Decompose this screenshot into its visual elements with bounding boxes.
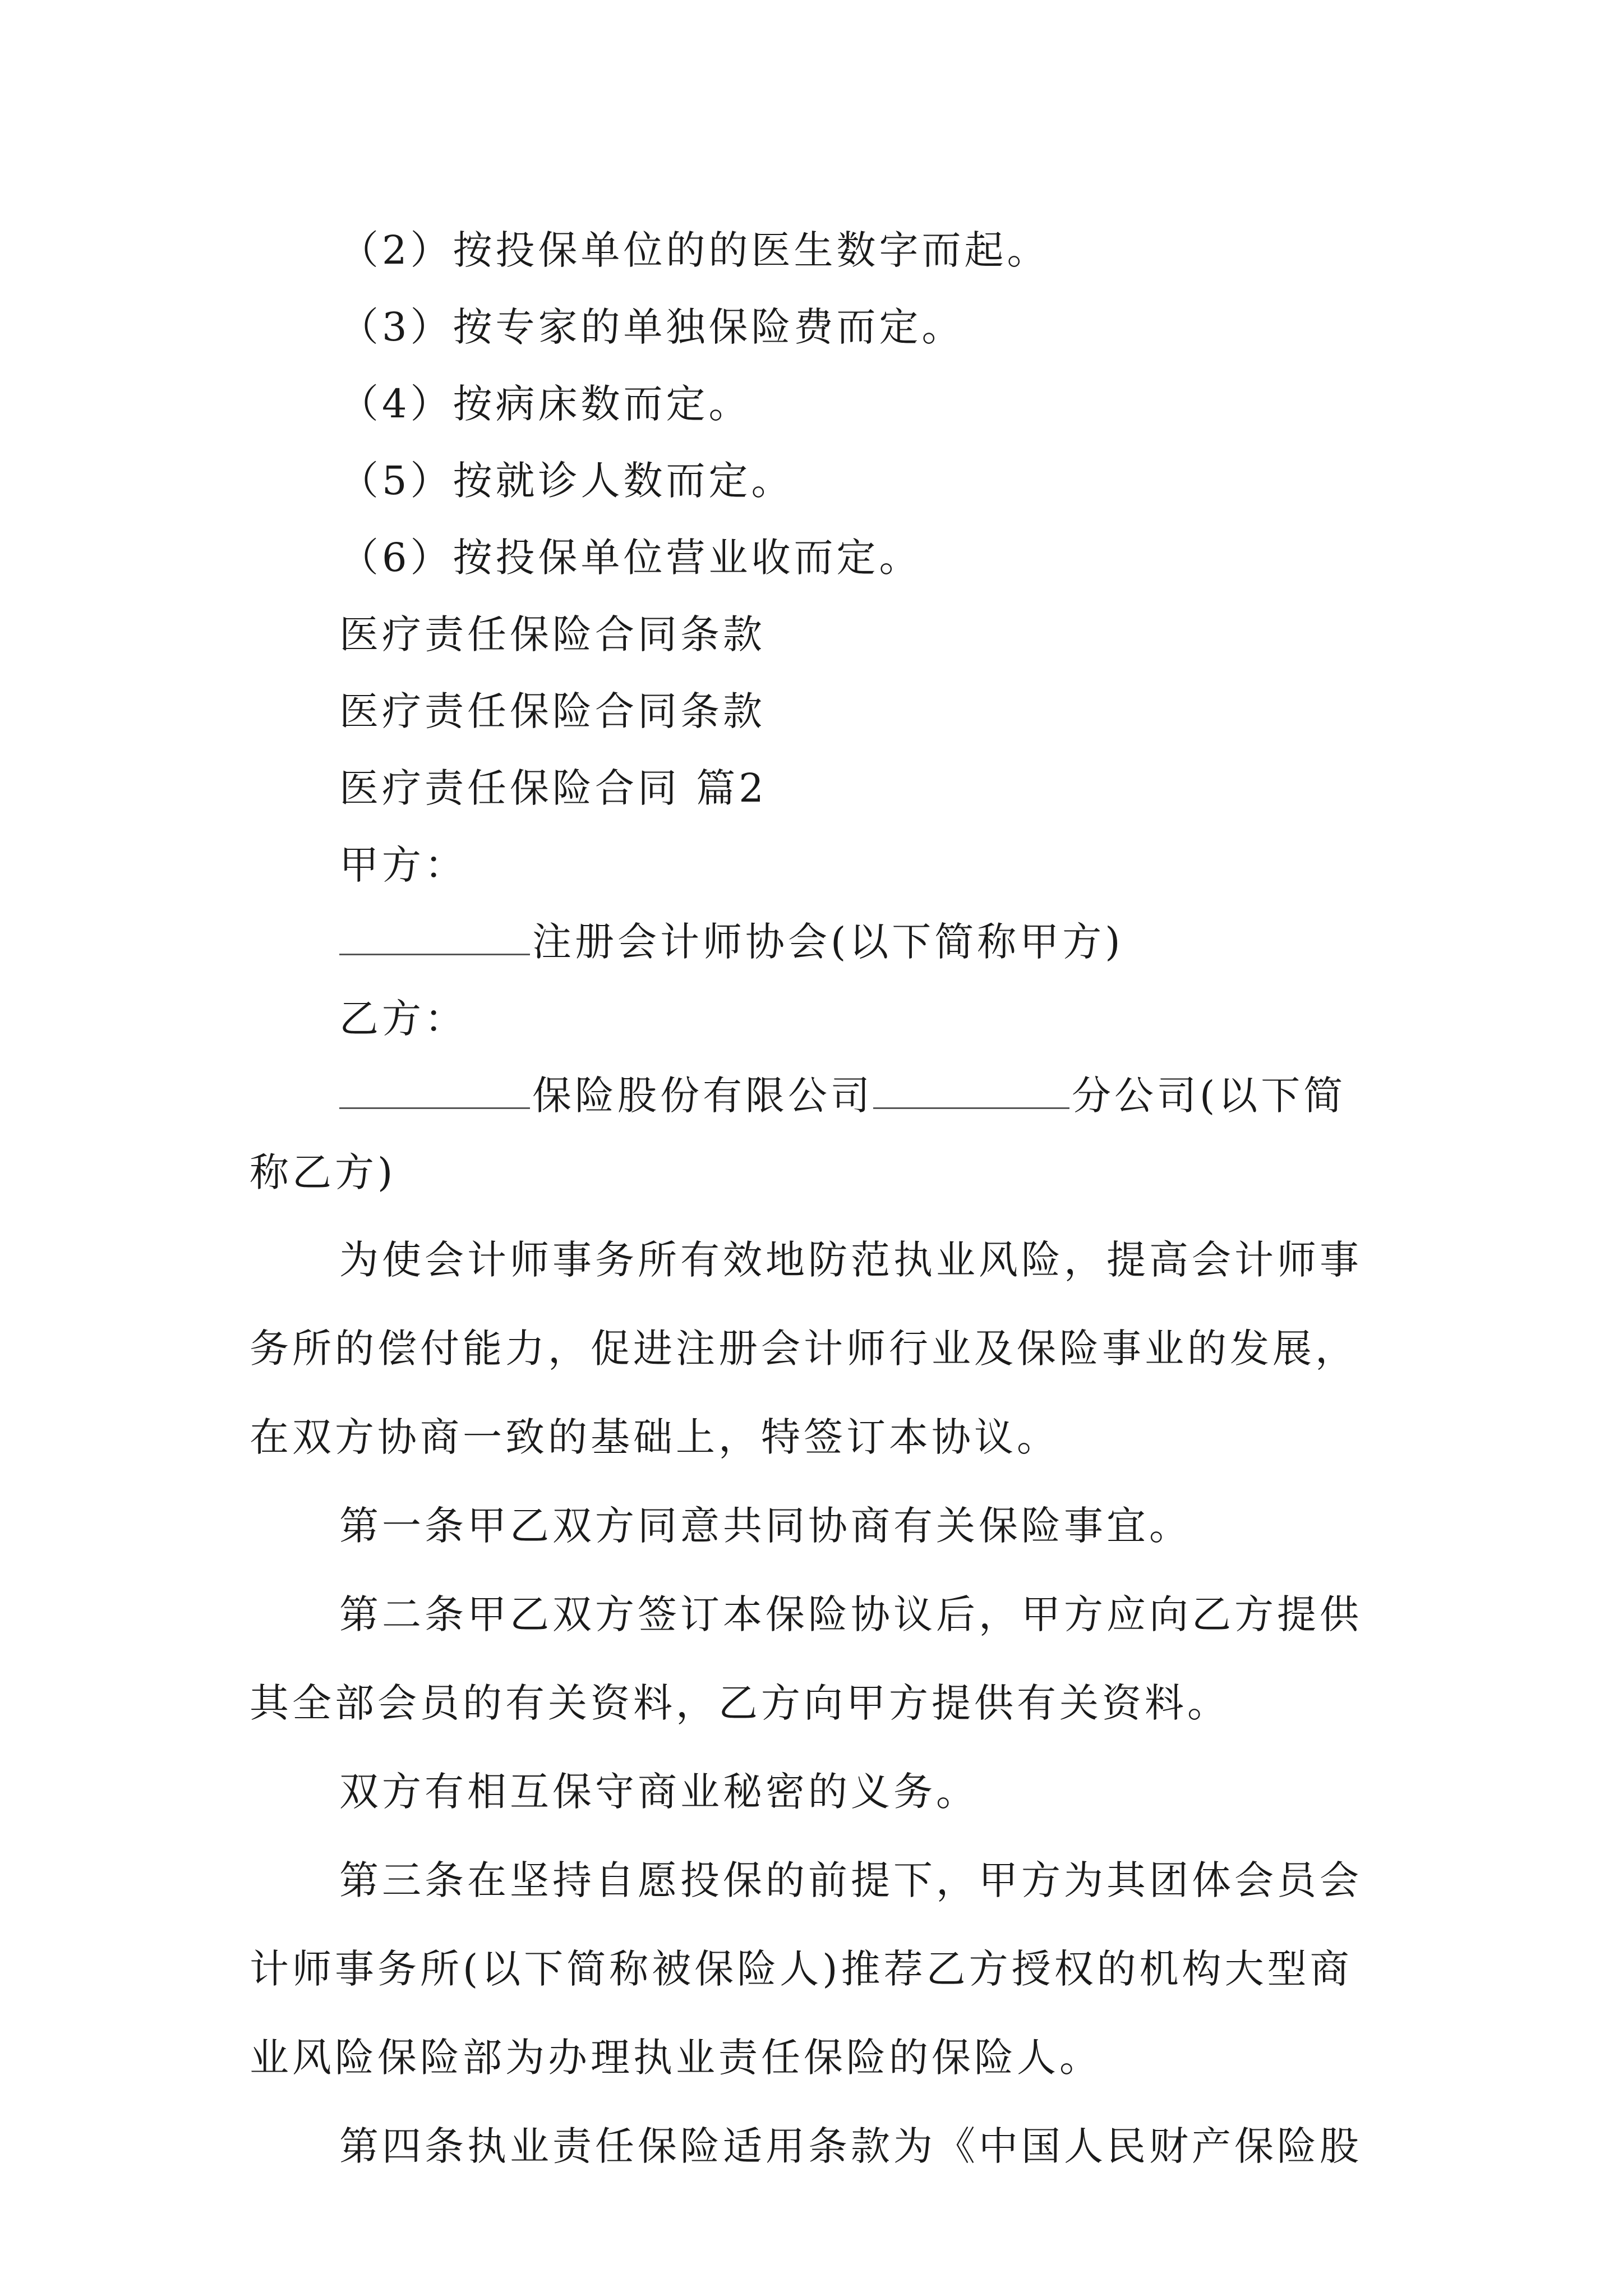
section-heading: 医疗责任保险合同条款 bbox=[339, 611, 766, 657]
paragraph: 为使会计师事务所有效地防范执业风险，提高会计师事务所的偿付能力，促进注册会计师行业及保险事业的发展，在双方协商一致的基础上，特签订本协议。 bbox=[250, 1237, 1362, 1460]
party-b-line bbox=[250, 1057, 1382, 1134]
party-b-name-continued: 称乙方) bbox=[250, 1149, 396, 1195]
list-item: （3）按专家的单独保险费而定。 bbox=[339, 304, 965, 350]
party-a-label: 甲方： bbox=[339, 842, 467, 888]
blank-underline bbox=[339, 1073, 530, 1109]
party-b-label: 乙方： bbox=[339, 996, 467, 1042]
paragraph: 第三条在坚持自愿投保的前提下，甲方为其团体会员会计师事务所(以下简称被保险人)推荐乙方授权的机构大型商业风险保险部为办理执业责任保险的保险人。 bbox=[250, 1857, 1362, 2081]
list-item: （2）按投保单位的的医生数字而起。 bbox=[339, 227, 1050, 273]
section-heading: 医疗责任保险合同 篇2 bbox=[339, 765, 767, 811]
document-body bbox=[250, 212, 1382, 2191]
paragraph: 双方有相互保守商业秘密的义务。 bbox=[339, 1769, 979, 1815]
paragraph: 第四条执业责任保险适用条款为《中国人民财产保险股 bbox=[339, 2123, 1362, 2169]
list-item: （4）按病床数而定。 bbox=[339, 381, 751, 427]
section-heading: 医疗责任保险合同条款 bbox=[339, 688, 766, 734]
list-item: （6）按投保单位营业收而定。 bbox=[339, 535, 922, 581]
party-b-name-part1: 保险股份有限公司 bbox=[532, 1073, 873, 1119]
paragraph: 第二条甲乙双方签订本保险协议后，甲方应向乙方提供其全部会员的有关资料，乙方向甲方提供有关资料。 bbox=[250, 1591, 1362, 1726]
party-a-line bbox=[250, 904, 1382, 981]
party-b-name-part2: 分公司(以下简 bbox=[1072, 1073, 1347, 1119]
list-item: （5）按就诊人数而定。 bbox=[339, 458, 794, 504]
paragraph: 第一条甲乙双方同意共同协商有关保险事宜。 bbox=[339, 1503, 1192, 1549]
party-a-name: 注册会计师协会(以下简称甲方) bbox=[532, 919, 1124, 965]
blank-underline bbox=[873, 1073, 1069, 1109]
blank-underline bbox=[339, 919, 530, 955]
